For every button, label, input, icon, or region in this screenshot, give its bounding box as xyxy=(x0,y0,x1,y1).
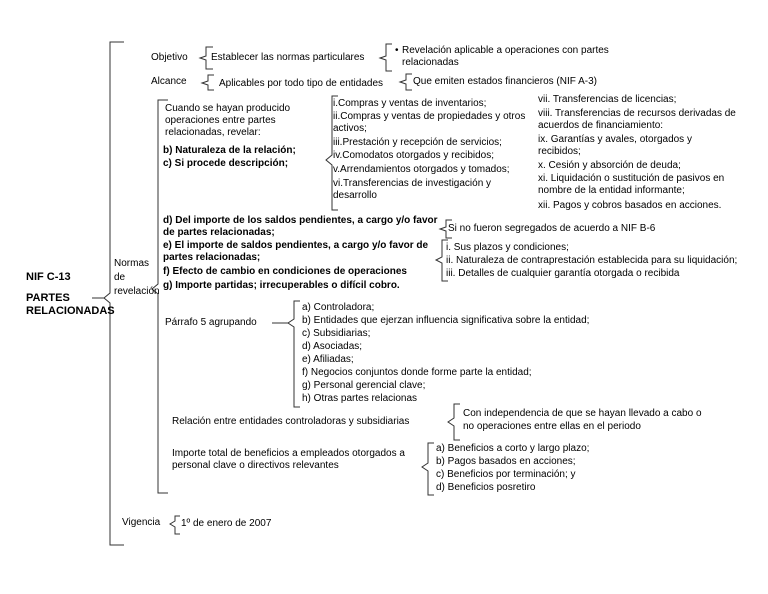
operacion-xi: xi. Liquidación o sustitución de pasivos en nombre de la entidad informante; xyxy=(538,173,725,196)
objetivo-label: Objetivo xyxy=(151,52,188,63)
operacion-vi: vi.Transferencias de investigación y desarrollo xyxy=(333,178,492,201)
parrafo5-item-g: g) Personal gerencial clave; xyxy=(302,380,426,391)
objetivo-text: Establecer las normas particulares xyxy=(211,52,365,63)
e-detail-iii: iii. Detalles de cualquier garantía otorgada o recibida xyxy=(446,268,680,279)
parrafo5-item-a: a) Controladora; xyxy=(302,302,375,313)
beneficios-item-c: c) Beneficios por terminación; y xyxy=(436,469,576,480)
item-f: f) Efecto de cambio en condiciones de operaciones xyxy=(163,266,407,277)
operacion-v: v.Arrendamientos otorgados y tomados; xyxy=(333,164,510,175)
alcance-bracket xyxy=(202,75,214,90)
parrafo5-item-b: b) Entidades que ejerzan influencia significativa sobre la entidad; xyxy=(302,315,590,326)
relacion-bracket xyxy=(448,404,460,440)
operacion-i: i.Compras y ventas de inventarios; xyxy=(333,98,487,109)
item-b: b) Naturaleza de la relación; xyxy=(163,145,296,156)
title-code: NIF C-13 xyxy=(26,271,71,283)
normas-label: Normas de revelación xyxy=(114,258,160,297)
beneficios-bracket xyxy=(422,443,434,495)
relacion-detail: Con independencia de que se hayan llevado a cabo o no operaciones entre ellas en el periodo xyxy=(463,408,702,432)
relacion-label: Relación entre entidades controladoras y subsidiarias xyxy=(172,416,410,427)
alcance-detail-bracket xyxy=(400,74,412,90)
vigencia-bracket xyxy=(170,516,180,534)
parrafo5-item-d: d) Asociadas; xyxy=(302,341,363,352)
alcance-detail: Que emiten estados financieros (NIF A-3) xyxy=(413,76,597,87)
operacion-xii: xii. Pagos y cobros basados en acciones. xyxy=(538,200,722,211)
parrafo5-label: Párrafo 5 agrupando xyxy=(165,317,257,328)
item-d: d) Del importe de los saldos pendientes, a cargo y/o favor de partes relacionadas; xyxy=(163,215,438,238)
e-detail-i: i. Sus plazos y condiciones; xyxy=(446,242,569,253)
operacion-iv: iv.Comodatos otorgados y recibidos; xyxy=(333,150,495,161)
alcance-text: Aplicables por todo tipo de entidades xyxy=(219,78,384,89)
beneficios-label: Importe total de beneficios a empleados otorgados a personal clave o directivos relevantes xyxy=(172,448,405,471)
vigencia-text: 1º de enero de 2007 xyxy=(181,518,272,529)
beneficios-item-d: d) Beneficios posretiro xyxy=(436,482,536,493)
parrafo5-item-f: f) Negocios conjuntos donde forme parte la entidad; xyxy=(302,367,532,378)
beneficios-item-a: a) Beneficios a corto y largo plazo; xyxy=(436,443,590,454)
parrafo5-item-c: c) Subsidiarias; xyxy=(302,328,371,339)
title-name: PARTES RELACIONADAS xyxy=(26,292,115,317)
operacion-ix: ix. Garantías y avales, otorgados y recibidos; xyxy=(538,134,692,157)
alcance-label: Alcance xyxy=(151,76,187,87)
item-e: e) El importe de saldos pendientes, a cargo y/o favor de partes relacionadas; xyxy=(163,240,429,263)
normas-intro: Cuando se hayan producido operaciones entre partes relacionadas, revelar: xyxy=(165,103,291,138)
beneficios-item-b: b) Pagos basados en acciones; xyxy=(436,456,576,467)
parrafo5-item-e: e) Afiliadas; xyxy=(302,354,354,365)
vigencia-label: Vigencia xyxy=(122,517,161,528)
operacion-ii: ii.Compras y ventas de propiedades y otros activos; xyxy=(333,111,526,134)
item-c: c) Si procede descripción; xyxy=(163,158,289,169)
d-detail: Si no fueron segregados de acuerdo a NIF B-6 xyxy=(448,223,656,234)
parrafo5-item-h: h) Otras partes relacionas xyxy=(302,393,418,404)
bullet-icon: • xyxy=(395,45,399,56)
operacion-vii: vii. Transferencias de licencias; xyxy=(538,94,677,105)
parrafo5-bracket xyxy=(288,301,300,407)
operacion-iii: iii.Prestación y recepción de servicios; xyxy=(333,137,502,148)
objetivo-detail-bracket xyxy=(380,44,392,71)
item-g: g) Importe partidas; irrecuperables o difícil cobro. xyxy=(163,280,400,291)
operacion-x: x. Cesión y absorción de deuda; xyxy=(538,160,681,171)
objetivo-detail: Revelación aplicable a operaciones con partes relacionadas xyxy=(402,45,609,68)
e-detail-ii: ii. Naturaleza de contraprestación establecida para su liquidación; xyxy=(446,255,738,266)
operacion-viii: viii. Transferencias de recursos derivadas de acuerdos de financiamiento: xyxy=(538,108,736,131)
